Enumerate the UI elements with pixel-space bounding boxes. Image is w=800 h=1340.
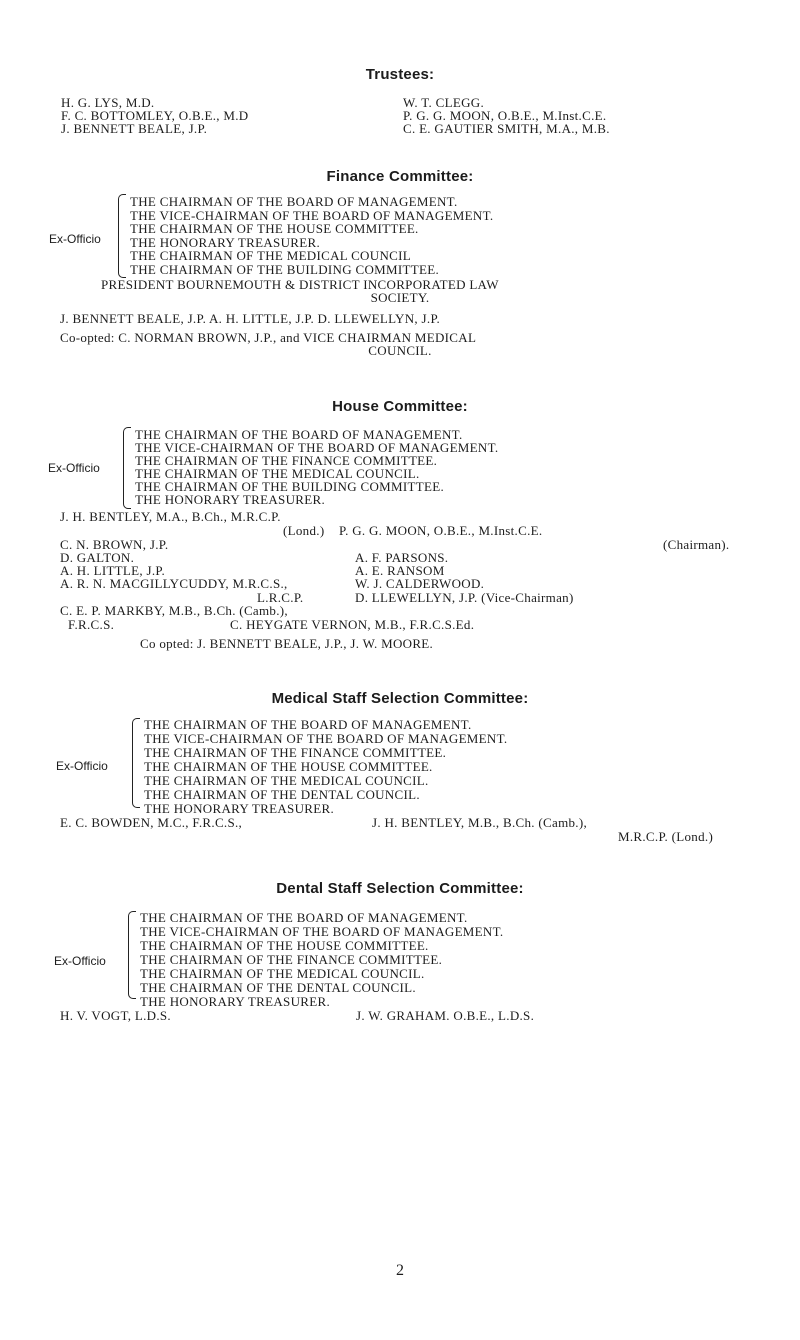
member-line: THE VICE-CHAIRMAN OF THE BOARD OF MANAGEMENT. (140, 924, 504, 939)
house-member: C. E. P. MARKBY, M.B., B.Ch. (Camb.), (60, 603, 288, 618)
member-line: THE CHAIRMAN OF THE MEDICAL COUNCIL. (140, 966, 425, 981)
member-line: THE CHAIRMAN OF THE FINANCE COMMITTEE. (144, 745, 447, 760)
trustee-right: C. E. GAUTIER SMITH, M.A., M.B. (403, 121, 610, 136)
ex-officio-label: Ex-Officio (56, 759, 108, 773)
finance-named-members: J. BENNETT BEALE, J.P. A. H. LITTLE, J.P. D. LLEWELLYN, J.P. (60, 311, 441, 326)
member-line: THE CHAIRMAN OF THE BUILDING COMMITTEE. (130, 262, 439, 277)
finance-coopted: COUNCIL. (368, 343, 432, 358)
brace-icon (132, 718, 140, 808)
member-line: THE CHAIRMAN OF THE MEDICAL COUNCIL. (135, 466, 420, 481)
house-member: A. E. RANSOM (355, 563, 445, 578)
finance-coopted: Co-opted: C. NORMAN BROWN, J.P., and VICE CHAIRMAN MEDICAL (60, 330, 477, 345)
house-member: D. LLEWELLYN, J.P. (Vice-Chairman) (355, 590, 574, 605)
trustee-left: J. BENNETT BEALE, J.P. (61, 121, 208, 136)
finance-heading: Finance Committee: (326, 168, 474, 185)
member-line: THE VICE-CHAIRMAN OF THE BOARD OF MANAGEMENT. (130, 208, 494, 223)
member-line: THE VICE-CHAIRMAN OF THE BOARD OF MANAGEMENT. (144, 731, 508, 746)
member-line: THE HONORARY TREASURER. (144, 801, 334, 816)
ex-officio-label: Ex-Officio (54, 954, 106, 968)
ex-officio-label: Ex-Officio (48, 461, 100, 475)
house-member: F.R.C.S. (68, 617, 115, 632)
member-line: THE CHAIRMAN OF THE DENTAL COUNCIL. (144, 787, 420, 802)
house-member: C. N. BROWN, J.P. (60, 537, 169, 552)
medical-member: E. C. BOWDEN, M.C., F.R.C.S., (60, 815, 243, 830)
chairman-note: (Chairman). (663, 537, 730, 552)
member-line: THE CHAIRMAN OF THE MEDICAL COUNCIL. (144, 773, 429, 788)
house-member: A. H. LITTLE, J.P. (60, 563, 166, 578)
dental-member: J. W. GRAHAM. O.B.E., L.D.S. (356, 1008, 535, 1023)
house-member-note: (Lond.) (283, 523, 325, 538)
brace-icon (123, 427, 131, 509)
member-line: THE HONORARY TREASURER. (140, 994, 330, 1009)
house-member: A. F. PARSONS. (355, 550, 449, 565)
member-line: THE CHAIRMAN OF THE HOUSE COMMITTEE. (140, 938, 429, 953)
house-heading: House Committee: (332, 398, 468, 415)
trustee-left: F. C. BOTTOMLEY, O.B.E., M.D (61, 108, 249, 123)
trustee-right: P. G. G. MOON, O.B.E., M.Inst.C.E. (403, 108, 607, 123)
page-number: 2 (396, 1262, 404, 1279)
medical-heading: Medical Staff Selection Committee: (271, 690, 529, 707)
member-line: THE CHAIRMAN OF THE BUILDING COMMITTEE. (135, 479, 444, 494)
dental-heading: Dental Staff Selection Committee: (276, 880, 524, 897)
trustee-left: H. G. LYS, M.D. (61, 95, 155, 110)
president-line: PRESIDENT BOURNEMOUTH & DISTRICT INCORPORATED LAW (101, 277, 499, 292)
member-line: THE CHAIRMAN OF THE FINANCE COMMITTEE. (135, 453, 438, 468)
member-line: THE CHAIRMAN OF THE MEDICAL COUNCIL (130, 248, 411, 263)
brace-icon (118, 194, 126, 278)
dental-member: H. V. VOGT, L.D.S. (60, 1008, 171, 1023)
house-member: C. HEYGATE VERNON, M.B., F.R.C.S.Ed. (230, 617, 475, 632)
member-line: THE CHAIRMAN OF THE DENTAL COUNCIL. (140, 980, 416, 995)
house-coopted: Co opted: J. BENNETT BEALE, J.P., J. W. MOORE. (140, 636, 434, 651)
member-line: THE CHAIRMAN OF THE HOUSE COMMITTEE. (144, 759, 433, 774)
house-member: A. R. N. MACGILLYCUDDY, M.R.C.S., (60, 576, 288, 591)
house-member: P. G. G. MOON, O.B.E., M.Inst.C.E. (339, 523, 543, 538)
member-line: THE CHAIRMAN OF THE BOARD OF MANAGEMENT. (144, 717, 472, 732)
ex-officio-label: Ex-Officio (49, 232, 101, 246)
brace-icon (128, 911, 136, 999)
president-line: SOCIETY. (370, 290, 430, 305)
trustees-heading: Trustees: (365, 66, 435, 83)
house-member: L.R.C.P. (257, 590, 304, 605)
member-line: THE CHAIRMAN OF THE FINANCE COMMITTEE. (140, 952, 443, 967)
member-line: THE HONORARY TREASURER. (130, 235, 320, 250)
member-line: THE VICE-CHAIRMAN OF THE BOARD OF MANAGEMENT. (135, 440, 499, 455)
member-line: THE CHAIRMAN OF THE BOARD OF MANAGEMENT. (135, 427, 463, 442)
house-member: D. GALTON. (60, 550, 135, 565)
member-line: THE CHAIRMAN OF THE HOUSE COMMITTEE. (130, 221, 419, 236)
house-member: W. J. CALDERWOOD. (355, 576, 485, 591)
trustee-right: W. T. CLEGG. (403, 95, 484, 110)
medical-member: J. H. BENTLEY, M.B., B.Ch. (Camb.), (372, 815, 588, 830)
member-line: THE HONORARY TREASURER. (135, 492, 325, 507)
house-member: J. H. BENTLEY, M.A., B.Ch., M.R.C.P. (60, 509, 281, 524)
medical-member: M.R.C.P. (Lond.) (618, 829, 714, 844)
member-line: THE CHAIRMAN OF THE BOARD OF MANAGEMENT. (130, 194, 458, 209)
member-line: THE CHAIRMAN OF THE BOARD OF MANAGEMENT. (140, 910, 468, 925)
